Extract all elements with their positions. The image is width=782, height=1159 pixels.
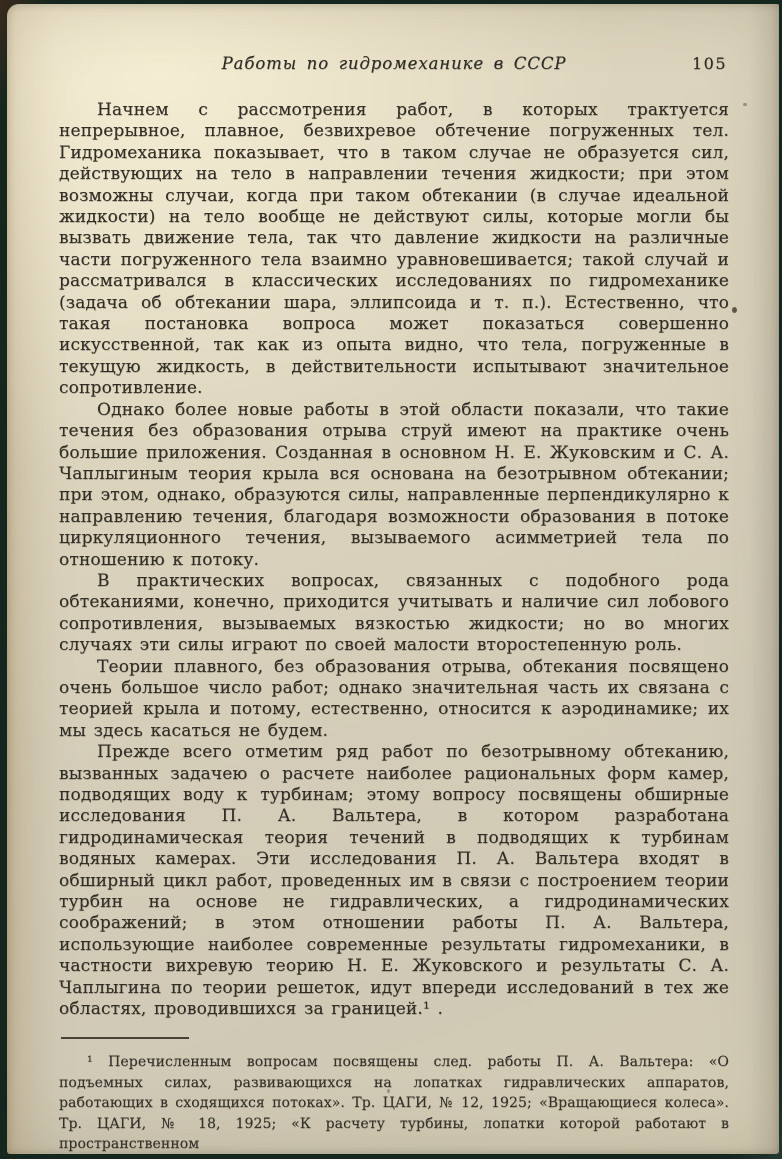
scan-speck xyxy=(732,307,737,313)
footnote: ¹ Перечисленным вопросам посвящены след. работы П. А. Вальтера: «О подъемных силах, развивающихся на лопатках гидравлических аппаратов, работающих в сходящихся потоках». Тр. ЦАГИ, № 12, 1925; «Вращающиеся колеса». Тр. ЦАГИ, № 18, 1925; «К расчету турбины, лопатки которой работают в пространственном xyxy=(59,1054,729,1153)
scan-speck xyxy=(743,103,747,106)
footnote-separator xyxy=(61,1037,189,1039)
paragraph-3: В практических вопросах, связанных с подобного рода обтеканиями, конечно, приходится учитывать и наличие сил лобового сопротивления, вызываемых вязкостью жидкости; но во многих случаях эти силы играют по своей малости второстепенную роль. xyxy=(59,570,729,656)
book-page xyxy=(7,4,779,1154)
page-content xyxy=(59,54,729,1155)
running-header xyxy=(59,54,729,78)
paragraph-4: Теории плавного, без образования отрыва, обтекания посвящено очень большое число работ; однако значительная часть их связана с теорией крыла и потому, естественно, относится к аэродинамике; их мы здесь касаться не будем. xyxy=(59,656,729,741)
paragraph-2: Однако более новые работы в этой области показали, что такие течения без образования отрыва струй имеют на практике очень большие приложения. Созданная в основном Н. Е. Жуковским и С. А. Чаплыгиным теория крыла вся основана на безотрывном обтекании; при этом, однако, образуются силы, направленные перпендикулярно к направлению течения, благодаря возможности образования в потоке циркуляционного течения, вызываемого асимметрией тела по отношению к потоку. xyxy=(59,399,729,570)
running-title: Работы по гидромеханике в СССР xyxy=(221,54,567,73)
paragraph-5: Прежде всего отметим ряд работ по безотрывному обтеканию, вызванных задачею о расчете наиболее рациональных форм камер, подводящих воду к турбинам; этому вопросу посвящены обширные исследования П. А. Вальтера, в котором разработана гидродинамическая теория течений в подводящих к турбинам водяных камерах. Эти исследования П. А. Вальтера входят в обширный цикл работ, проведенных им в связи с построением теории турбин на основе не гидравлических, а гидродинамических соображений; в этом отношении работы П. А. Вальтера, использующие наиболее современные результаты гидромеханики, в частности вихревую теорию Н. Е. Жуковского и результаты С. А. Чаплыгина по теории решеток, идут впереди исследований в тех же областях, проводившихся за границей.¹ . xyxy=(59,742,729,1020)
paragraph-1: Начнем с рассмотрения работ, в которых трактуется непрерывное, плавное, безвихревое обтечение погруженных тел. Гидромеханика показывает, что в таком случае не образуется сил, действующих на тело в направлении течения жидкости; при этом возможны случаи, когда при таком обтекании (в случае идеальной жидкости) на тело вообще не действуют силы, которые могли бы вызвать движение тела, так что давление жидкости на различные части погруженного тела взаимно уравновешивается; такой случай и рассматривался в классических исследованиях по гидромеханике (задача об обтекании шара, эллипсоида и т. п.). Естественно, что такая постановка вопроса может показаться совершенно искусственной, так как из опыта видно, что тела, погруженные в текущую жидкость, в действительности испытывают значительное сопротивление. xyxy=(59,100,729,399)
page-body xyxy=(59,100,729,1020)
page-number: 105 xyxy=(691,54,727,73)
scan-speck xyxy=(387,1089,390,1093)
